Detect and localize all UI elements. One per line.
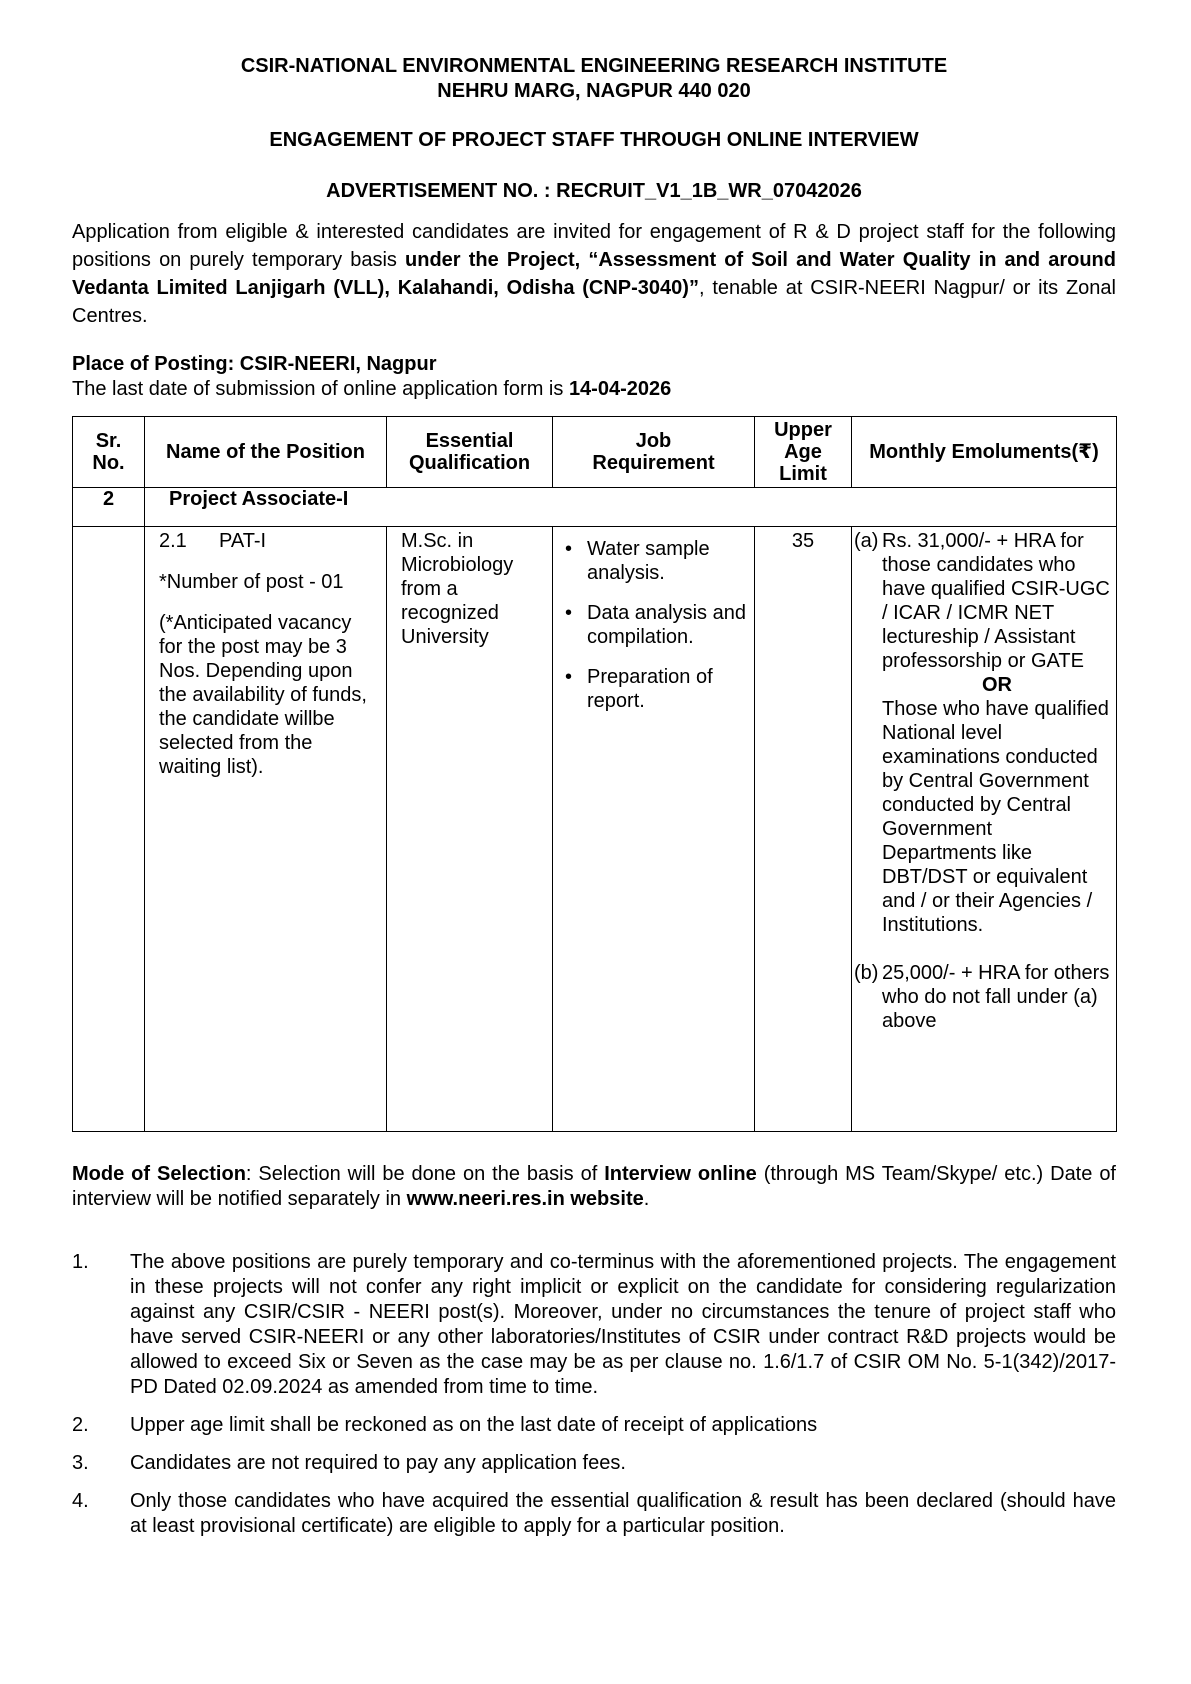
row-sr-empty: [73, 527, 145, 1132]
table-header-row: [73, 417, 1117, 488]
list-item: 1. The above positions are purely temporary and co-terminus with the aforementioned projects. The engagement in these projects will not confer any right implicit or explicit on the candidate for considering regularization against any CSIR/CSIR - NEERI post(s). Moreover, under no circumstances the tenure of project staff who have served CSIR-NEERI or any other laboratories/Institutes of CSIR under contract R&D projects would be allowed to exceed Six or Seven as the case may be as per clause no. 1.6/1.7 of CSIR OM No. 5-1(342)/2017-PD Dated 02.09.2024 as amended from time to time.: [72, 1251, 1116, 1398]
mode-of-selection: Mode of Selection: Selection will be done on the basis of Interview online (through MS Team/Skype/ etc.) Date of interview will be notified separately in www.neeri.res.in website.: [72, 1163, 1116, 1210]
list-item: 3. Candidates are not required to pay any application fees.: [72, 1452, 626, 1474]
emoluments-cell: [852, 527, 1117, 1132]
intro-text-2: , tenable at CSIR-NEERI Nagpur/ or its Zonal Centres.: [72, 277, 1116, 327]
number-of-posts: *Number of post - 01: [159, 571, 344, 593]
section-sr-no: 2: [73, 488, 145, 527]
position-code: 2.1: [159, 530, 187, 552]
header-job-requirement: Job Requirement: [553, 417, 755, 488]
institute-title: CSIR-NATIONAL ENVIRONMENTAL ENGINEERING RESEARCH INSTITUTE: [240, 55, 948, 77]
anticipated-vacancy: (*Anticipated vacancy for the post may be 3 Nos. Depending upon the availability of funds, the candidate willbe selected from the waiting list).: [159, 612, 367, 778]
engagement-title: ENGAGEMENT OF PROJECT STAFF THROUGH ONLINE INTERVIEW: [269, 129, 919, 151]
intro-paragraph: [72, 218, 1116, 330]
last-date-label: The last date of submission of online application form is: [72, 378, 569, 400]
last-date-value: 14-04-2026: [568, 378, 672, 400]
advertisement-number: ADVERTISEMENT NO. : RECRUIT_V1_1B_WR_07042026: [326, 180, 862, 202]
institute-address: NEHRU MARG, NAGPUR 440 020: [437, 80, 751, 102]
header-qualification: Essential Qualification: [387, 417, 553, 488]
header-position-name: Name of the Position: [145, 417, 387, 488]
list-item: 2. Upper age limit shall be reckoned as on the last date of receipt of applications: [72, 1414, 818, 1436]
positions-table: [72, 416, 1117, 1132]
position-code-line: [159, 529, 380, 553]
neeri-website-link: www.neeri.res.in website: [406, 1188, 644, 1210]
position-post: PAT-I: [219, 530, 267, 552]
requirement-list: [553, 537, 754, 713]
position-cell: [145, 527, 387, 1132]
emolument-or: OR: [982, 674, 1012, 696]
list-item: • Water sample analysis.: [565, 537, 754, 585]
emolument-a2: Those who have qualified National level examinations conducted by Central Government conducted by Central Government Departments like DBT/DST or equivalent and / or their Agencies / Institutions.: [882, 698, 1109, 936]
section-title: Project Associate-I: [145, 488, 1117, 527]
emolument-b: (b) 25,000/- + HRA for others who do not fall under (a) above: [854, 962, 1110, 1032]
notes-list: [72, 1250, 1116, 1539]
list-item: • Preparation of report.: [565, 665, 754, 713]
job-requirement-cell: [553, 527, 755, 1132]
emolument-a: (a) Rs. 31,000/- + HRA for those candidates who have qualified CSIR-UGC / ICAR / ICMR NET lectureship / Assistant professorship or GATE: [854, 530, 1110, 672]
header-sr-no: Sr. No.: [73, 417, 145, 488]
table-row: [73, 527, 1117, 1132]
list-item: • Data analysis and compilation.: [565, 601, 754, 649]
document-page: [72, 54, 1116, 1552]
header-age-limit: Upper Age Limit: [755, 417, 852, 488]
age-limit-cell: 35: [755, 527, 852, 1132]
place-of-posting: Place of Posting: CSIR-NEERI, Nagpur: [72, 353, 437, 375]
header-emoluments: Monthly Emoluments(₹): [852, 417, 1117, 488]
intro-project-title: under the Project, “Assessment of Soil and Water Quality in and around Vedanta Limited Lanjigarh (VLL), Kalahandi, Odisha (CNP-3040)”: [72, 249, 1116, 299]
section-row: [73, 488, 1117, 527]
list-item: 4. Only those candidates who have acquired the essential qualification & result has been declared (should have at least provisional certificate) are eligible to apply for a particular position.: [72, 1490, 1116, 1537]
posting-block: [72, 352, 1116, 402]
qualification-cell: M.Sc. in Microbiology from a recognized University: [387, 527, 553, 1132]
intro-text-1: Application from eligible & interested candidates are invited for engagement of R & D project staff for the following positions on purely temporary basis: [72, 221, 1116, 271]
